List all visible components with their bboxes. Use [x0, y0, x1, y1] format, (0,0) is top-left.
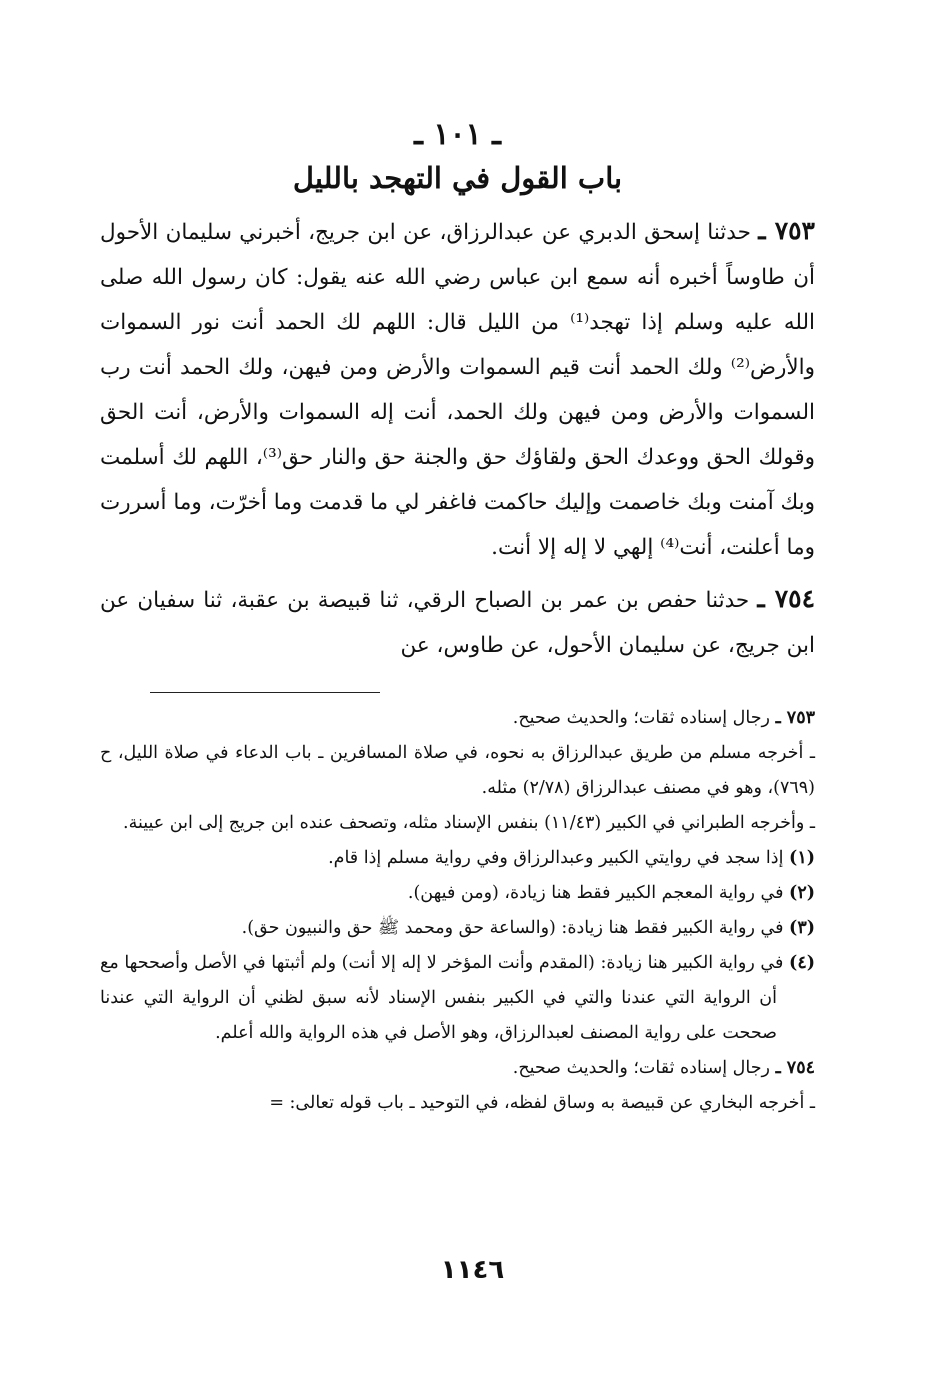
- footnote-4: [100, 946, 815, 1051]
- footnote-divider: [150, 692, 380, 693]
- chapter-number: ـ ١٠١ ـ: [414, 117, 501, 152]
- hadith-text: حدثنا إسحق الدبري عن عبدالرزاق، عن ابن جريج، أخبرني سليمان الأحول أن طاوساً أخبره أنه سمع ابن عباس رضي الله عنه يقول: كان رسول الله صلى الله عليه وسلم إذا تهجد⁽¹⁾ من الليل قال: اللهم لك الحمد أنت نور السموات والأرض⁽²⁾ ولك الحمد أنت قيم السموات والأرض ومن فيهن، ولك الحمد أنت رب السموات والأرض ومن فيهن ولك الحمد، أنت إله السموات والأرض، أنت الحق وقولك الحق ووعدك الحق ولقاؤك حق والجنة حق والنار حق⁽³⁾، اللهم لك أسلمت وبك آمنت وبك خاصمت وإليك حاكمت فاغفر لي ما قدمت وما أخرّت، وما أسررت وما أعلنت، أنت⁽⁴⁾ إلهي لا إله إلا أنت.: [100, 220, 816, 560]
- footnote-label: (١): [789, 848, 815, 868]
- note-label: ٧٥٤ ـ: [775, 1058, 815, 1078]
- hadith-text: حدثنا حفص بن عمر بن الصباح الرقي، ثنا قبيصة بن عقبة، ثنا سفيان عن ابن جريج، عن سليمان الأحول، عن طاوس، عن: [100, 588, 815, 658]
- footnote-2: [100, 876, 815, 911]
- hadith-754: [100, 576, 815, 668]
- chapter-title: باب القول في التهجد بالليل: [292, 161, 623, 195]
- footnote-1: [100, 841, 815, 876]
- note-753: [100, 701, 815, 736]
- note-754-a: ـ أخرجه البخاري عن قبيصة به وساق لفظه، في التوحيد ـ باب قوله تعالى: =: [269, 1093, 815, 1113]
- note-text: رجال إسناده ثقات؛ والحديث صحيح.: [512, 708, 776, 728]
- note-753-a: ـ أخرجه مسلم من طريق عبدالرزاق به نحوه، في صلاة المسافرين ـ باب الدعاء في صلاة الليل، ح (٧٦٩)، وهو في مصنف عبدالرزاق (٢/٧٨) مثله.: [100, 743, 815, 798]
- hadith-number: ٧٥٣ ـ: [758, 216, 815, 245]
- note-text: رجال إسناده ثقات؛ والحديث صحيح.: [512, 1058, 776, 1078]
- footnote-text: في رواية الكبير هنا زيادة: (المقدم وأنت المؤخر لا إله إلا أنت) ولم أثبتها في الأصل وأصححها مع أن الرواية التي عندنا والتي في الكبير بنفس الإسناد لأنه سبق لظني أن الرواية التي عندنا صححت على رواية المصنف لعبدالرزاق، وهو الأصل في هذه الرواية والله أعلم.: [100, 953, 790, 1043]
- footnote-label: (٤): [789, 953, 815, 973]
- page-number: ١١٤٦: [440, 1255, 505, 1285]
- footnote-label: (٣): [789, 918, 815, 938]
- footnote-text: في رواية المعجم الكبير فقط هنا زيادة، (ومن فيهن).: [407, 883, 790, 903]
- footnote-text: إذا سجد في روايتي الكبير وعبدالرزاق وفي رواية مسلم إذا قام.: [328, 848, 790, 868]
- footnote-label: (٢): [789, 883, 815, 903]
- footnotes: [100, 701, 815, 1121]
- note-753-b: ـ وأخرجه الطبراني في الكبير (١١/٤٣) بنفس الإسناد مثله، وتصحف عنده ابن جريج إلى ابن عيينة.: [123, 813, 815, 833]
- footnote-3: [100, 911, 815, 946]
- hadith-number: ٧٥٤ ـ: [757, 584, 816, 613]
- hadith-753: [100, 208, 815, 570]
- footnote-text: في رواية الكبير فقط هنا زيادة: (والساعة حق ومحمد ﷺ حق والنبيون حق).: [241, 918, 790, 938]
- note-label: ٧٥٣ ـ: [775, 708, 815, 728]
- page-body: [100, 110, 815, 1121]
- note-754: [100, 1051, 815, 1086]
